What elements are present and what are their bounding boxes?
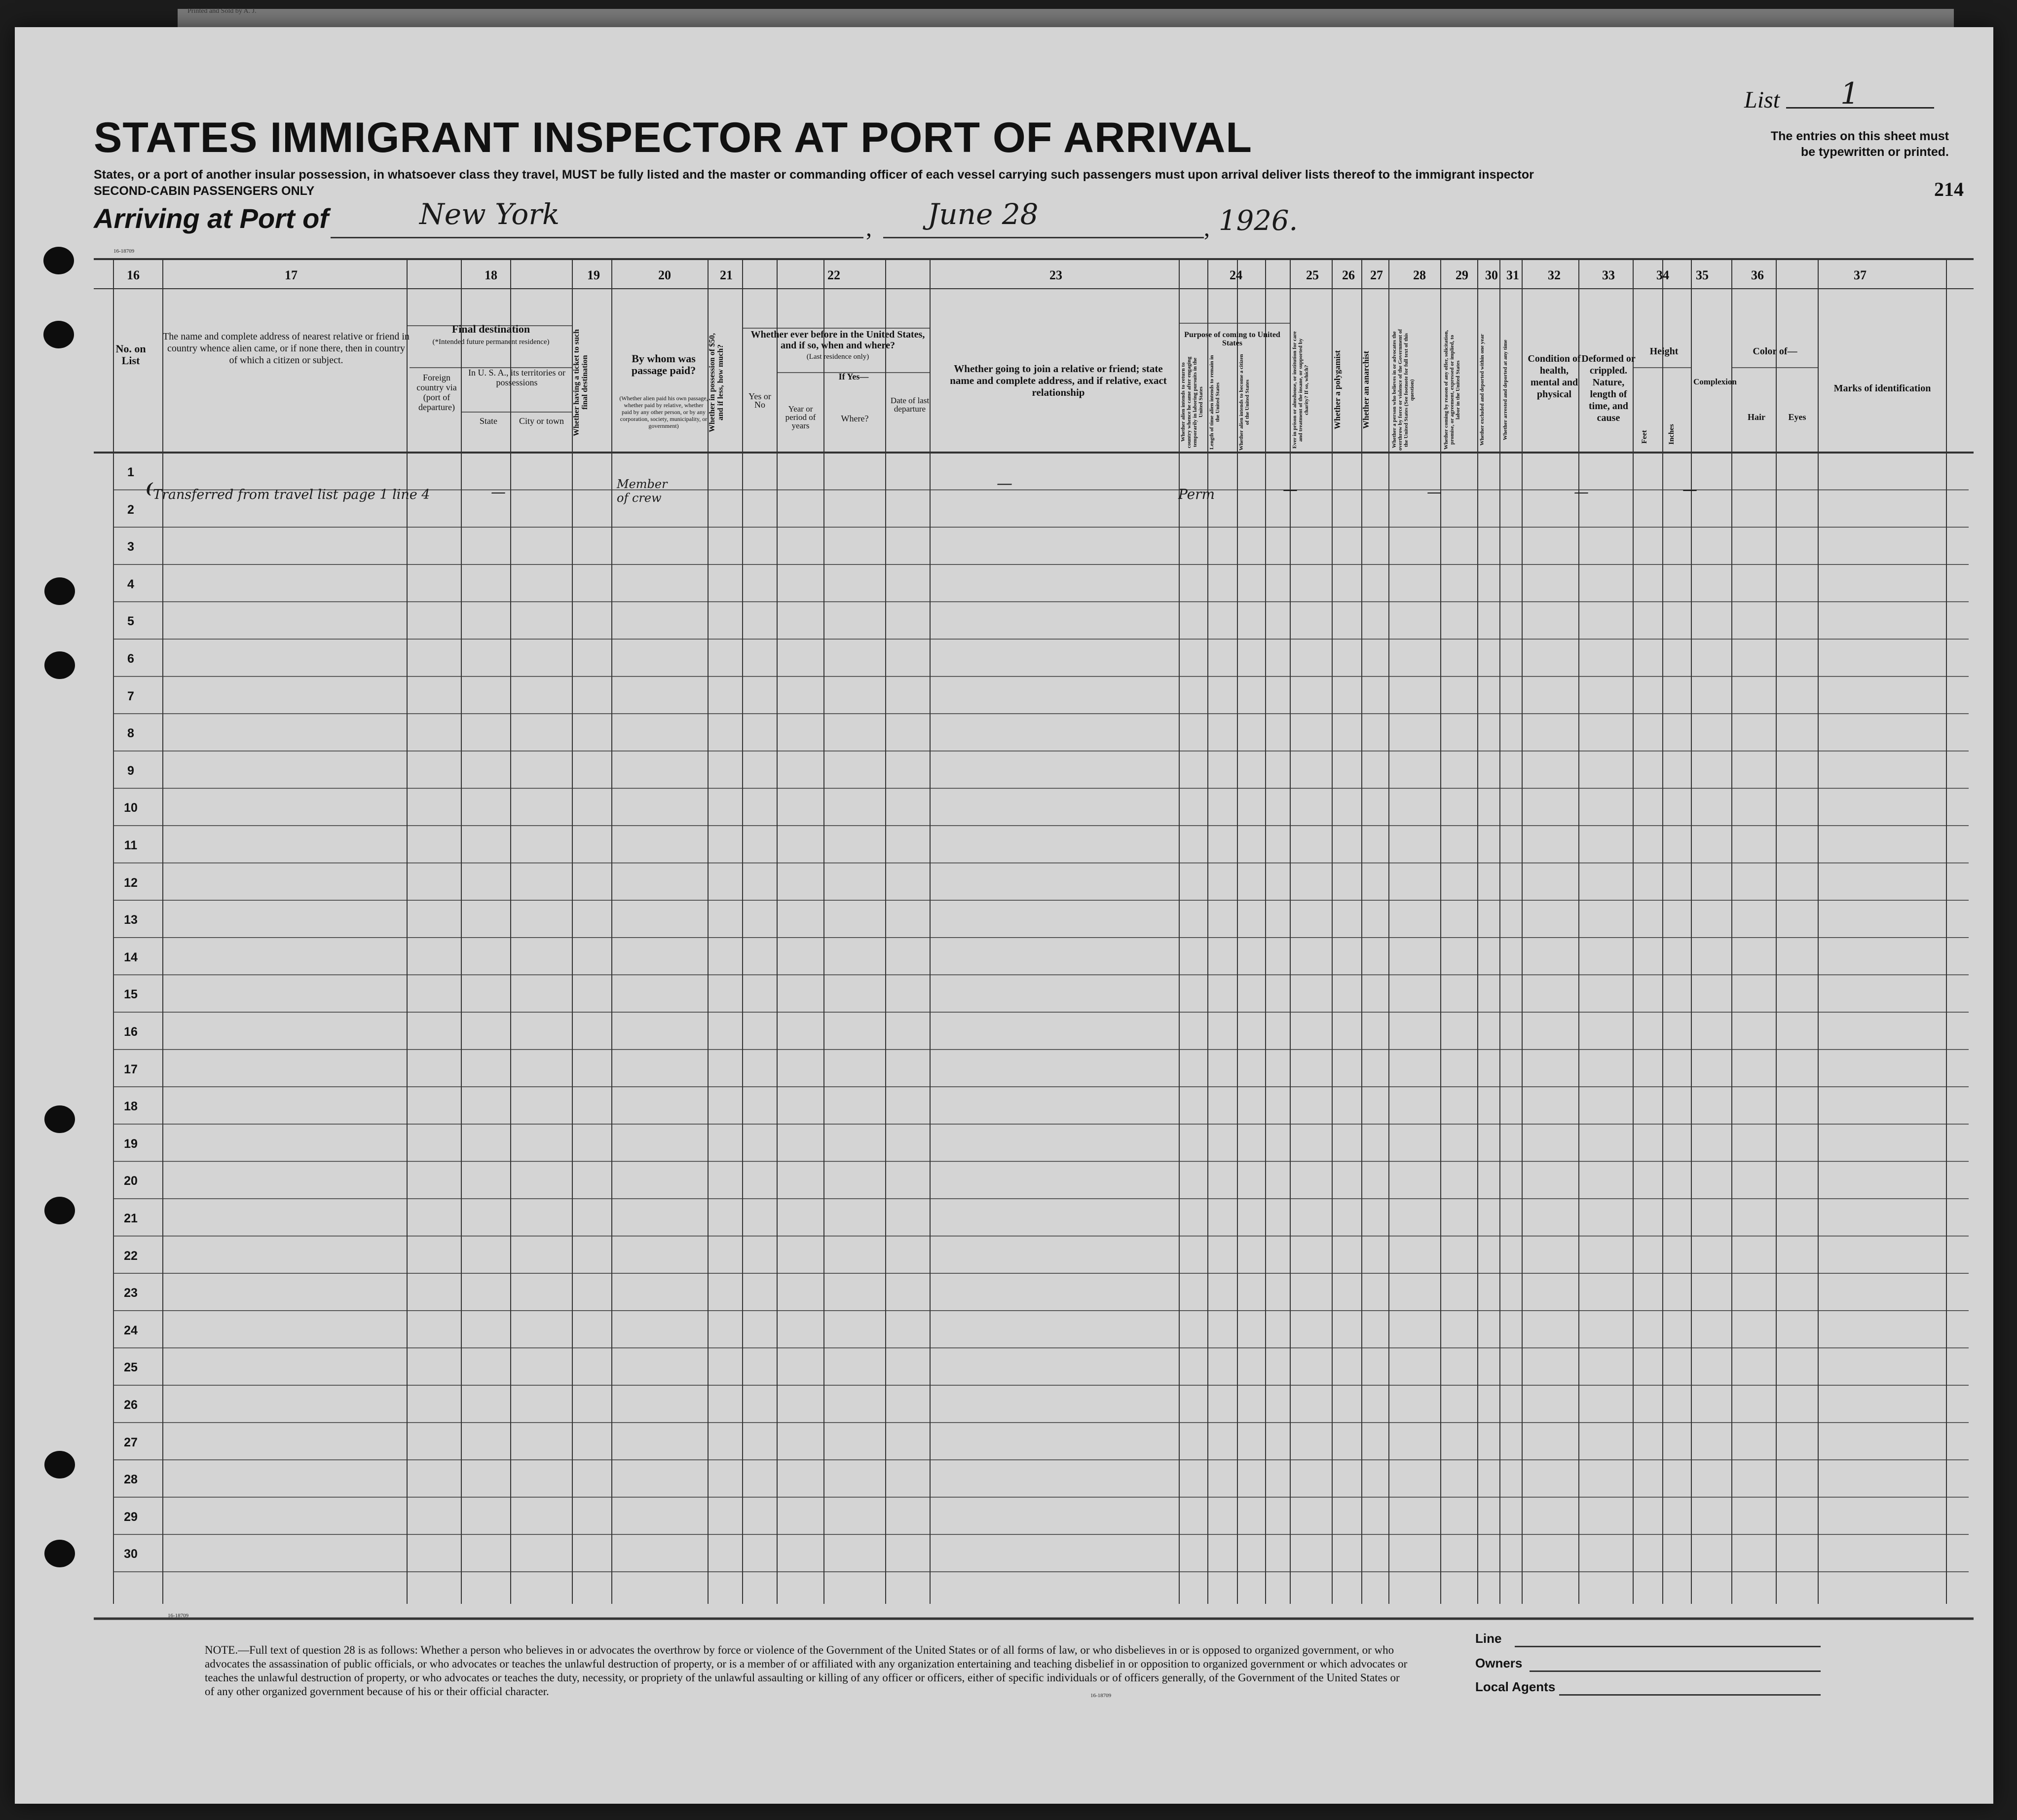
- form-number-note: 16-18709: [1090, 1693, 1112, 1699]
- row-number: 3: [127, 540, 134, 554]
- col-num: 24: [1230, 268, 1242, 282]
- col-num: 18: [485, 268, 497, 282]
- row-number: 18: [124, 1100, 138, 1114]
- punch-hole: [44, 651, 75, 679]
- footer-agents-underline: [1559, 1694, 1821, 1696]
- cabin-class: SECOND-CABIN PASSENGERS ONLY: [94, 184, 315, 198]
- row-number: 22: [124, 1249, 138, 1263]
- row1-relative: Transferred from travel list page 1 line 4: [153, 487, 430, 502]
- row-number: 24: [124, 1323, 138, 1337]
- row-number: 30: [124, 1547, 138, 1561]
- row-number: 29: [124, 1510, 138, 1524]
- hdr-final-destination-note: (*Intended future permanent residence): [432, 338, 550, 346]
- form-number-bottom: 16-18709: [168, 1613, 189, 1619]
- hdr-year-period: Year or period of years: [785, 404, 816, 430]
- footer-owners-label: Owners: [1475, 1656, 1523, 1670]
- footer-owners-underline: [1530, 1670, 1821, 1672]
- row1-length-dash: —: [1283, 481, 1298, 498]
- col-num: 37: [1854, 268, 1867, 282]
- page-title: STATES IMMIGRANT INSPECTOR AT PORT OF ARRIVAL: [94, 114, 1252, 161]
- footer-agents-label: Local Agents: [1475, 1679, 1556, 1694]
- hdr-q28: Whether a person who believes in or advocates the overthrow by force or violence of the Government of the United States (See footnote for full text of this question): [1391, 329, 1415, 451]
- entries-note-line-2: be typewritten or printed.: [1800, 145, 1949, 159]
- col-num: 35: [1696, 268, 1709, 282]
- hdr-marks: Marks of identification: [1833, 383, 1931, 394]
- arrival-year: 1926.: [1219, 205, 1298, 237]
- row-number: 16: [124, 1025, 138, 1039]
- col-num: 20: [658, 268, 671, 282]
- col-num: 28: [1413, 268, 1426, 282]
- row-number: 23: [124, 1286, 138, 1300]
- hdr-going-to-join: Whether going to join a relative or friend; state name and complete address, and if relative, exact relationship: [950, 363, 1167, 398]
- hdr-hair: Hair: [1748, 412, 1765, 422]
- row1-join-dash: —: [997, 474, 1012, 493]
- col-num: 25: [1306, 268, 1319, 282]
- row1-complexion-dash: —: [1682, 481, 1697, 498]
- row-number: 11: [124, 838, 138, 852]
- footnote-q28: NOTE.—Full text of question 28 is as follows: Whether a person who believes in or advocates the overthrow by force or violence of the Government of the United States or of all forms of law, or who disbelieves in or is opposed to organized government, or who advocates the assassination of public officials, or who advocates or teaches the unlawful destruction of property, or is a member of or affiliated with any organization entertaining and teaching disbelief in or opposition to organized government or which advocates or teaches the unlawful destruction of property, or who advocates or teaches the duty, necessity, or propriety of the unlawful assaulting or killing of any officer or officers, either of specific individuals or of officers generally, of the Government of the United States or of any other organized government because of his or their official character.: [205, 1644, 1408, 1698]
- row-number: 26: [124, 1398, 138, 1412]
- hdr-ticket: Whether having a ticket to such final destination: [572, 329, 589, 436]
- col-num: 17: [285, 268, 298, 282]
- footer-line-label: Line: [1475, 1631, 1502, 1646]
- arriving-label: Arriving at Port of: [94, 203, 329, 234]
- hdr-feet: Feet: [1641, 430, 1648, 444]
- hdr-by-whom-note: (Whether alien paid his own passage, whether paid by relative, whether paid by any other person, or by any corporation, society, municipality, or government): [619, 395, 708, 429]
- row-number: 2: [127, 502, 134, 517]
- row-number: 13: [124, 913, 138, 927]
- punch-hole: [44, 1105, 75, 1133]
- comma: ,: [866, 215, 872, 241]
- hdr-inches: Inches: [1668, 424, 1676, 445]
- row-number: 14: [124, 950, 138, 964]
- arrival-date: June 28: [928, 197, 1039, 231]
- row-number: 7: [127, 689, 134, 703]
- hdr-anarchist: Whether an anarchist: [1361, 350, 1371, 429]
- hdr-q29: Whether coming by reason of any offer, solicitation, promise, or agreement, expressed or implied, to labor in the United States: [1443, 330, 1461, 450]
- row-number: 4: [127, 577, 134, 591]
- hdr-relative: The name and complete address of nearest relative or friend in country whence alien came, or if none there, then in country of which a citizen or subject.: [163, 331, 410, 366]
- punch-hole: [43, 247, 74, 274]
- row-number: 12: [124, 875, 138, 890]
- manifest-page: [15, 7, 1993, 1804]
- row-number: 25: [124, 1361, 138, 1375]
- hdr-in-usa: In U. S. A., its territories or possessions: [468, 368, 565, 387]
- entries-note-line-1: The entries on this sheet must: [1770, 129, 1949, 143]
- col-num: 19: [587, 268, 600, 282]
- list-value: 1: [1840, 76, 1860, 111]
- row1-open-paren: (: [146, 480, 153, 497]
- row1-dash: —: [491, 484, 506, 501]
- list-label: List: [1744, 87, 1780, 113]
- punch-hole: [43, 321, 74, 348]
- instructions-line: States, or a port of another insular possession, in whatsoever class they travel, MUST be fully listed and the master or commanding officer of each vessel carrying such passengers must upon arrival deliver lists thereof to the immigrant inspector: [94, 168, 1534, 182]
- col-num: 29: [1456, 268, 1468, 282]
- punch-hole: [44, 1197, 75, 1224]
- hdr-purpose-citizen: Whether alien intends to become a citizen of the United States: [1238, 354, 1250, 451]
- row-number: 21: [124, 1212, 138, 1225]
- hdr-polygamist: Whether a polygamist: [1333, 350, 1342, 430]
- hdr-deformed: Deformed or crippled. Nature, length of time, and cause: [1581, 353, 1636, 423]
- hdr-no-on-list: No. on List: [115, 342, 146, 367]
- row-number: 10: [124, 801, 138, 815]
- hdr-height: Height: [1649, 346, 1679, 357]
- row-number: 17: [124, 1062, 138, 1076]
- form-number-top: 16-18709: [113, 248, 135, 254]
- punch-hole: [44, 1540, 75, 1567]
- hdr-complexion: Complexion: [1693, 377, 1737, 386]
- punch-hole: [44, 1451, 75, 1479]
- hdr-date-departure: Date of last departure: [890, 396, 930, 414]
- col-num: 31: [1506, 268, 1519, 282]
- hdr-purpose: Purpose of coming to United States: [1184, 331, 1280, 347]
- hdr-ever-before-note: (Last residence only): [806, 353, 869, 361]
- hdr-state: State: [480, 416, 497, 426]
- row-number: 28: [124, 1473, 138, 1487]
- hdr-q30: Whether excluded and deported within one year: [1479, 334, 1485, 446]
- col-num: 26: [1342, 268, 1355, 282]
- row-number: 1: [127, 465, 134, 479]
- row-number: 9: [127, 763, 134, 778]
- punch-hole: [44, 577, 75, 605]
- row-number: 27: [124, 1435, 138, 1449]
- col-num: 23: [1049, 268, 1062, 282]
- col-num: 33: [1602, 268, 1615, 282]
- row1-condition-dash: —: [1574, 484, 1589, 501]
- row-number: 19: [124, 1137, 138, 1151]
- hdr-prison: Ever in prison or almshouse, or institution for care and treatment of the insane, or supported by charity? If so, which?: [1292, 331, 1309, 449]
- col-num: 36: [1751, 268, 1764, 282]
- col-num: 22: [827, 268, 840, 282]
- col-num: 27: [1370, 268, 1383, 282]
- row-number: 5: [127, 614, 134, 629]
- hdr-eyes: Eyes: [1788, 412, 1806, 422]
- row-number: 6: [127, 652, 134, 666]
- hdr-by-whom: By whom was passage paid?: [631, 352, 696, 377]
- hdr-if-yes: If Yes—: [838, 372, 869, 381]
- row1-purpose: Perm: [1178, 486, 1215, 502]
- arrival-port: New York: [419, 197, 560, 231]
- hdr-color-of: Color of—: [1753, 346, 1797, 357]
- row-number: 15: [124, 987, 138, 1002]
- col-num: 34: [1656, 268, 1669, 282]
- hdr-purpose-return: Whether alien intends to return to country whence he came after engaging temporarily in laboring pursuits in the United States: [1180, 356, 1204, 448]
- table-grid: [15, 27, 1993, 1804]
- comma: ,: [1204, 215, 1210, 241]
- hdr-q31: Whether arrested and deported at any time: [1502, 340, 1508, 440]
- hdr-condition: Condition of health, mental and physical: [1528, 353, 1581, 400]
- hdr-money: Whether in possession of $50, and if less, how much?: [708, 333, 725, 432]
- hdr-purpose-length: Length of time alien intends to remain in the United States: [1209, 355, 1221, 450]
- col-num: 32: [1548, 268, 1561, 282]
- page-number: 214: [1934, 178, 1964, 200]
- row-number: 20: [124, 1174, 138, 1188]
- hdr-ever-before: Whether ever before in the United States, and if so, when and where?: [750, 329, 925, 351]
- row-number: 8: [127, 726, 134, 741]
- hdr-final-destination: Final destination: [451, 323, 530, 335]
- hdr-foreign-country: Foreign country via (port of departure): [416, 373, 457, 412]
- footer-line-underline: [1515, 1646, 1821, 1647]
- col-num: 16: [127, 268, 140, 282]
- hdr-yes-no: Yes or No: [748, 391, 771, 410]
- row1-by-whom: Member of crew: [617, 477, 668, 505]
- row1-q28-dash: —: [1427, 484, 1442, 501]
- hdr-city: City or town: [519, 416, 564, 426]
- col-num: 21: [720, 268, 733, 282]
- col-num: 30: [1485, 268, 1498, 282]
- hdr-where: Where?: [841, 414, 869, 423]
- printer-credit: Printed and Sold by A. J.: [187, 7, 257, 15]
